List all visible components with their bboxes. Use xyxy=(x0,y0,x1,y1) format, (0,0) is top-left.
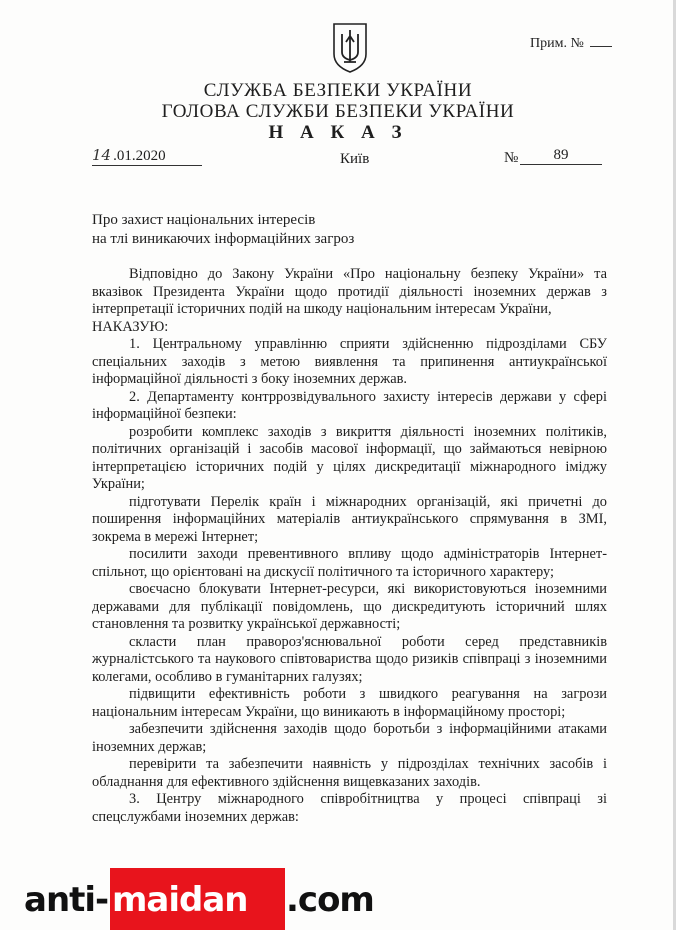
clause-2-item: підготувати Перелік країн і міжнародних організацій, які причетні до поширення інформаційних матеріалів антиукраїнського спрямування в ЗМІ, зокрема в мережі Інтернет; xyxy=(92,493,607,545)
clause-2-item: перевірити та забезпечити наявність у підрозділах технічних засобів і обладнання для ефективного здійснення вищевказаних заходів. xyxy=(92,756,607,790)
clause-2-item: своєчасно блокувати Інтернет-ресурси, які використовуються іноземними державами для публікації повідомлень, що дискредитують історичний шлях становлення та розвитку української державності; xyxy=(92,581,607,632)
clause-2-item: розробити комплекс заходів з викриття діяльності іноземних політиків, політичних організацій і засобів масової інформації, що займаються невірною інтерпретацією історичних подій у цілях дискредитації міжнародного іміджу України; xyxy=(92,423,607,492)
order-title: Н А К А З xyxy=(268,122,408,143)
order-date xyxy=(92,146,202,166)
preamble: Відповідно до Закону України «Про національну безпеку України» та вказівок Президента України щодо протидії діяльності іноземних держав з інтерпретації історичних подій на шкоду національним інтересам України, xyxy=(92,266,607,317)
copy-mark-label: Прим. № xyxy=(530,36,584,51)
order-number: 89 xyxy=(520,147,602,165)
date-handwritten: 14 xyxy=(92,146,112,164)
clause-2-item: забезпечити здійснення заходів щодо боротьби з інформаційними атаками іноземних держав; xyxy=(92,721,607,755)
head-title: ГОЛОВА СЛУЖБИ БЕЗПЕКИ УКРАЇНИ xyxy=(161,101,515,122)
coat-of-arms-icon xyxy=(330,22,370,74)
clause-2-item: підвищити ефективність роботи з швидкого реагування на загрози національним інтересам України, що виникають в інформаційному просторі; xyxy=(92,686,607,720)
copy-mark xyxy=(530,34,612,52)
subject-line: Про захист національних інтересів xyxy=(92,212,316,228)
watermark-logo xyxy=(24,868,384,930)
order-city: Київ xyxy=(340,151,370,167)
watermark-part2: maidan xyxy=(112,880,248,920)
date-text: .01.2020 xyxy=(113,148,166,164)
order-verb: НАКАЗУЮ: xyxy=(92,318,169,335)
clause-1: 1. Центральному управлінню сприяти здійсненню підрозділами СБУ спеціальних заходів з метою виявлення та припинення антиукраїнської інформаційної діяльності з боку іноземних держав. xyxy=(92,336,607,387)
agency-title: СЛУЖБА БЕЗПЕКИ УКРАЇНИ xyxy=(203,80,473,101)
clause-2-item: посилити заходи превентивного впливу щодо адміністраторів Інтернет-спільнот, що орієнтовані на дискусії політичного та історичного характеру; xyxy=(92,546,607,580)
clause-3: 3. Центру міжнародного співробітництва у процесі співпраці зі спецслужбами іноземних держав: xyxy=(92,791,607,825)
order-body xyxy=(92,266,607,826)
watermark-part3: .com xyxy=(286,880,374,920)
watermark-part1: anti- xyxy=(24,880,109,920)
order-subject xyxy=(92,211,354,249)
subject-line: на тлі виникаючих інформаційних загроз xyxy=(92,231,355,247)
copy-mark-blank xyxy=(590,34,612,47)
order-number-label: № xyxy=(504,150,519,166)
clause-2-item: скласти план правороз'яснювальної роботи серед представників журналістського та наукового співтовариства щодо ризиків співпраці з іноземними колегами, особливо в гуманітарних галузях; xyxy=(92,633,607,685)
clause-2: 2. Департаменту контррозвідувального захисту інтересів держави у сфері інформаційної безпеки: xyxy=(92,388,607,422)
